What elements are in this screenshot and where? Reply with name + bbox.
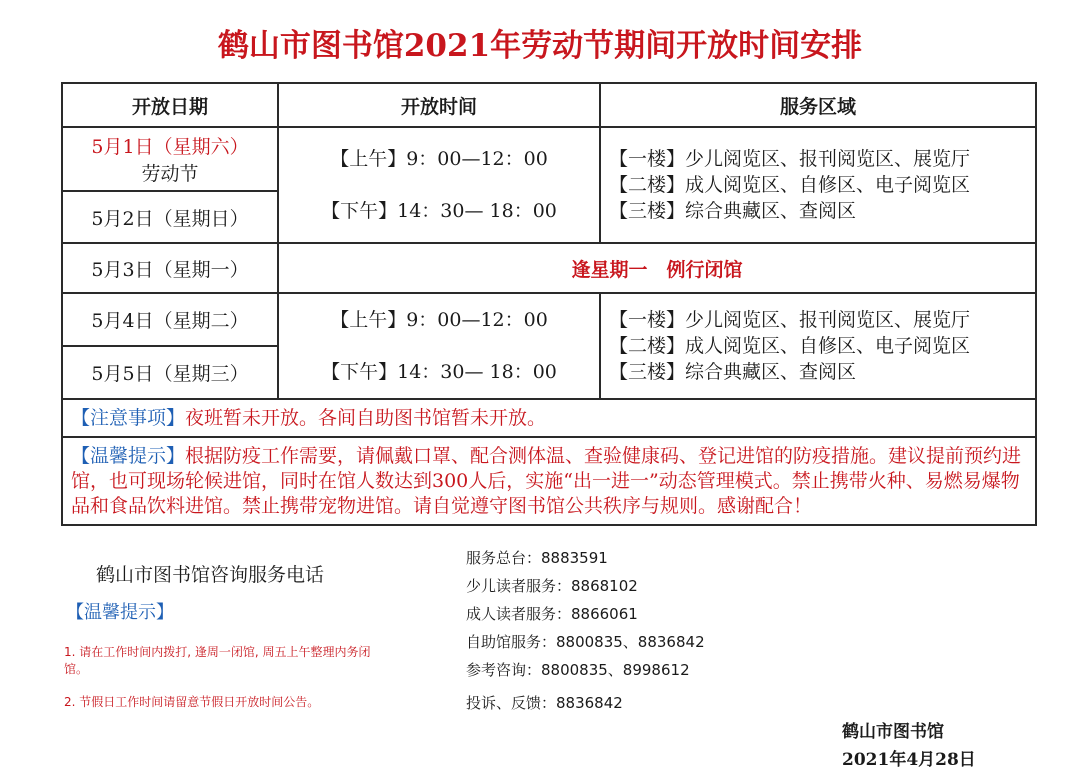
table-row [62, 127, 1036, 191]
reminder-cell [62, 437, 1036, 525]
contact-item: 服务总台：8883591 [466, 549, 608, 567]
date-cell-may4: 5月4日（星期二） [62, 293, 278, 346]
area-cell-group1 [600, 127, 1036, 243]
table-row [62, 243, 1036, 293]
notice-cell [62, 399, 1036, 437]
header-area: 服务区域 [600, 83, 1036, 127]
area-floor2: 【二楼】成人阅览区、自修区、电子阅览区 [609, 174, 971, 196]
table-header-row [62, 83, 1036, 127]
date-cell-may2: 5月2日（星期日） [62, 191, 278, 243]
tip-2: 2. 节假日工作时间请留意节假日开放时间公告。 [64, 695, 320, 709]
am-time: 【上午】9：00—12：00 [330, 148, 548, 170]
contact-item: 自助馆服务：8800835、8836842 [466, 633, 705, 651]
notice-text: 夜班暂未开放。各间自助图书馆暂未开放。 [185, 406, 547, 429]
contact-item: 成人读者服务：8866061 [466, 605, 638, 623]
notice-row [62, 399, 1036, 437]
may1-holiday: 劳动节 [141, 163, 199, 185]
contact-item: 投诉、反馈：8836842 [466, 694, 623, 712]
time-cell-group1 [278, 127, 600, 243]
signature-block [842, 718, 976, 774]
closed-note: 逢星期一 例行闭馆 [278, 243, 1036, 293]
am-time: 【上午】9：00—12：00 [330, 309, 548, 331]
may1-date: 5月1日（星期六） [91, 136, 249, 158]
contact-list [466, 544, 705, 717]
area-floor3: 【三楼】综合典藏区、查阅区 [609, 361, 857, 383]
date-cell-may1 [62, 127, 278, 191]
pm-time: 【下午】14：30— 18：00 [321, 361, 557, 383]
sign-date: 2021年4月28日 [842, 750, 976, 770]
contact-item: 少儿读者服务：8868102 [466, 577, 638, 595]
header-date: 开放日期 [62, 83, 278, 127]
time-cell-group2 [278, 293, 600, 399]
reminder-row [62, 437, 1036, 525]
area-floor1: 【一楼】少儿阅览区、报刊阅览区、展览厅 [609, 148, 971, 170]
reminder-label: 【温馨提示】 [71, 444, 186, 467]
notice-label: 【注意事项】 [71, 406, 186, 429]
date-cell-may3: 5月3日（星期一） [62, 243, 278, 293]
reminder-text: 根据防疫工作需要，请佩戴口罩、配合测体温、查验健康码、登记进馆的防疫措施。建议提前预约进馆，也可现场轮候进馆，同时在馆人数达到300人后，实施“出一进一”动态管理模式。禁止携带火种、易燃易爆物品和食品饮料进馆。禁止携带宠物进馆。请自觉遵守图书馆公共秩序与规则。感谢配合！ [71, 444, 1022, 517]
table-row [62, 293, 1036, 346]
area-floor2: 【二楼】成人阅览区、自修区、电子阅览区 [609, 335, 971, 357]
area-cell-group2 [600, 293, 1036, 399]
schedule-table [61, 82, 1037, 526]
area-floor3: 【三楼】综合典藏区、查阅区 [609, 200, 857, 222]
page-title: 鹤山市图书馆2021年劳动节期间开放时间安排 [217, 28, 863, 64]
hotline-title: 鹤山市图书馆咨询服务电话 [96, 564, 325, 586]
tip-1: 1. 请在工作时间内拨打, 逢周一闭馆, 周五上午整理内务闭馆。 [64, 645, 371, 676]
contact-item: 参考咨询：8800835、8998612 [466, 661, 690, 679]
date-cell-may5: 5月5日（星期三） [62, 346, 278, 399]
sign-org: 鹤山市图书馆 [842, 722, 944, 742]
header-time: 开放时间 [278, 83, 600, 127]
pm-time: 【下午】14：30— 18：00 [321, 200, 557, 222]
area-floor1: 【一楼】少儿阅览区、报刊阅览区、展览厅 [609, 309, 971, 331]
tip-title: 【温馨提示】 [66, 602, 174, 623]
